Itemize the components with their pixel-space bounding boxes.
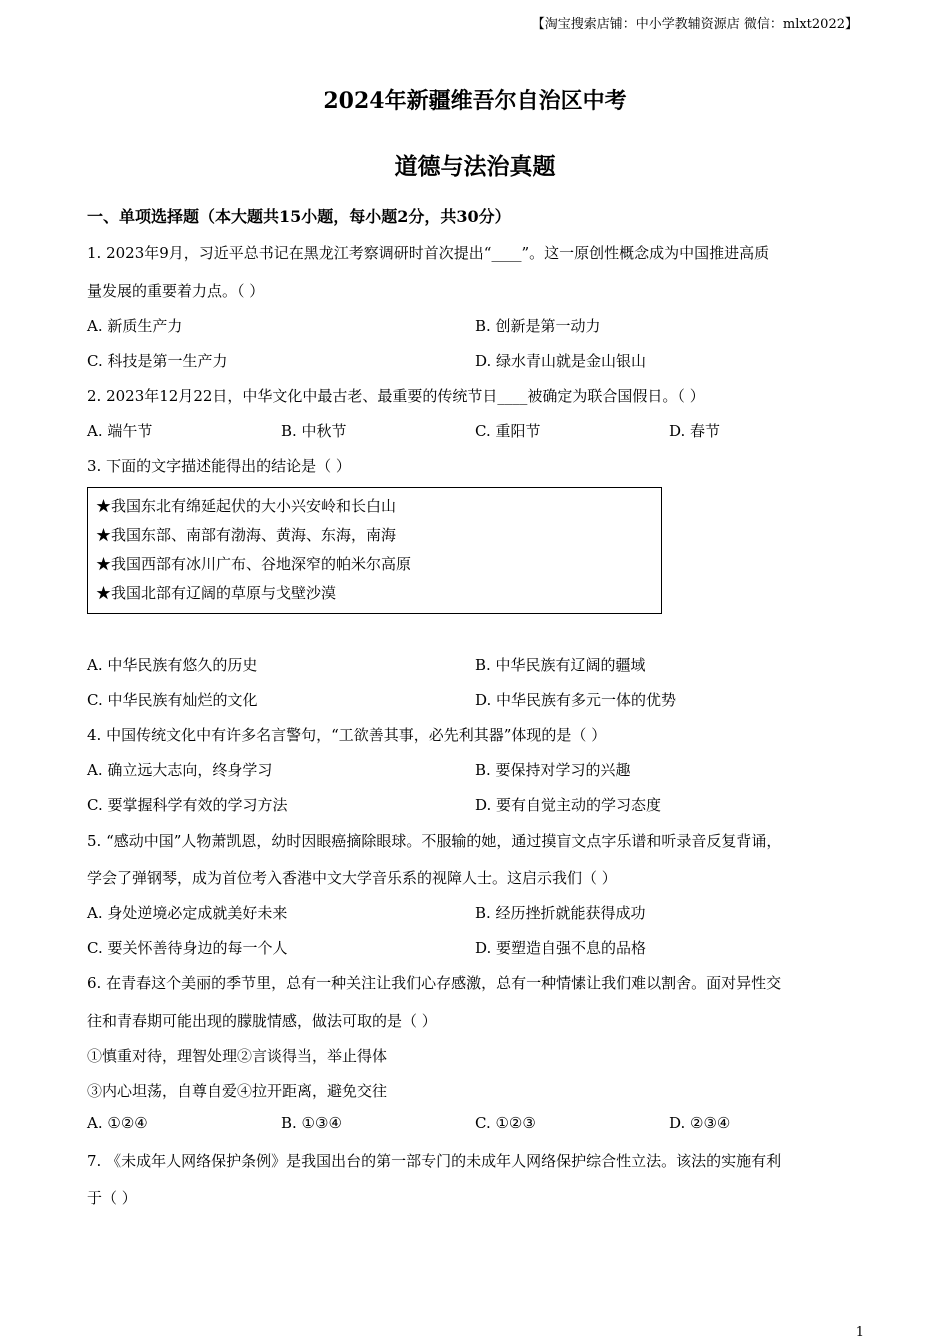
material-line-3: ★我国西部有冰川广布、谷地深窄的帕米尔高原 [96, 555, 412, 573]
question-1-stem-line-1: 1. 2023年9月，习近平总书记在黑龙江考察调研时首次提出“____”。这一原创性概念成为中国推进高质 [87, 244, 770, 262]
question-4-stem: 4. 中国传统文化中有许多名言警句，“工欲善其事，必先利其器”体现的是（ ） [87, 726, 607, 744]
question-6-option-a: A. ①②④ [87, 1114, 148, 1132]
exam-subtitle: 道德与法治真题 [394, 153, 556, 180]
question-3-option-d: D. 中华民族有多元一体的优势 [475, 691, 677, 709]
question-3-option-a: A. 中华民族有悠久的历史 [87, 656, 258, 674]
exam-title: 2024年新疆维吾尔自治区中考 [323, 88, 627, 114]
material-line-1: ★我国东北有绵延起伏的大小兴安岭和长白山 [96, 497, 397, 515]
question-5-option-d: D. 要塑造自强不息的品格 [475, 939, 647, 957]
question-7-stem-line-1: 7. 《未成年人网络保护条例》是我国出台的第一部专门的未成年人网络保护综合性立法。该法的实施有利 [87, 1152, 782, 1170]
question-2-stem: 2. 2023年12月22日，中华文化中最古老、最重要的传统节日____被确定为联合国假日。（ ） [87, 387, 705, 405]
question-1-option-c: C. 科技是第一生产力 [87, 352, 228, 370]
question-4-option-c: C. 要掌握科学有效的学习方法 [87, 796, 288, 814]
question-6-option-b: B. ①③④ [281, 1114, 342, 1132]
question-3-option-c: C. 中华民族有灿烂的文化 [87, 691, 258, 709]
question-6-statement-1: ①慎重对待，理智处理②言谈得当，举止得体 [87, 1047, 388, 1065]
question-7-stem-line-2: 于（ ） [87, 1189, 137, 1207]
question-6-stem-line-1: 6. 在青春这个美丽的季节里，总有一种关注让我们心存感激，总有一种情愫让我们难以割舍。面对异性交 [87, 974, 782, 992]
question-3-option-b: B. 中华民族有辽阔的疆域 [475, 656, 646, 674]
question-5-option-a: A. 身处逆境必定成就美好未来 [87, 904, 288, 922]
question-5-stem-line-1: 5. “感动中国”人物萧凯恩，幼时因眼癌摘除眼球。不服输的她，通过摸盲文点字乐谱和听录音反复背诵， [87, 832, 782, 850]
question-1-stem-line-2: 量发展的重要着力点。（ ） [87, 282, 265, 300]
question-6-statement-2: ③内心坦荡，自尊自爱④拉开距离，避免交往 [87, 1082, 388, 1100]
question-1-option-b: B. 创新是第一动力 [475, 317, 601, 335]
question-5-stem-line-2: 学会了弹钢琴，成为首位考入香港中文大学音乐系的视障人士。这启示我们（ ） [87, 869, 617, 887]
question-1-option-a: A. 新质生产力 [87, 317, 183, 335]
question-2-option-a: A. 端午节 [87, 422, 153, 440]
question-2-option-c: C. 重阳节 [475, 422, 541, 440]
question-6-option-c: C. ①②③ [475, 1114, 536, 1132]
question-4-option-a: A. 确立远大志向，终身学习 [87, 761, 273, 779]
question-4-option-b: B. 要保持对学习的兴趣 [475, 761, 631, 779]
question-5-option-b: B. 经历挫折就能获得成功 [475, 904, 646, 922]
material-line-4: ★我国北部有辽阔的草原与戈壁沙漠 [96, 584, 337, 602]
question-6-stem-line-2: 往和青春期可能出现的朦胧情感，做法可取的是（ ） [87, 1012, 437, 1030]
question-2-option-b: B. 中秋节 [281, 422, 347, 440]
question-6-option-d: D. ②③④ [669, 1114, 731, 1132]
question-1-option-d: D. 绿水青山就是金山银山 [475, 352, 647, 370]
question-2-option-d: D. 春节 [669, 422, 721, 440]
question-3-stem: 3. 下面的文字描述能得出的结论是（ ） [87, 457, 351, 475]
material-box [87, 487, 662, 614]
header-note: 【淘宝搜索店铺：中小学教辅资源店 微信：mlxt2022】 [531, 17, 858, 32]
section-heading: 一、单项选择题（本大题共15小题，每小题2分，共30分） [87, 207, 511, 226]
material-line-2: ★我国东部、南部有渤海、黄海、东海，南海 [96, 526, 397, 544]
page-number: 1 [855, 1325, 864, 1340]
question-5-option-c: C. 要关怀善待身边的每一个人 [87, 939, 288, 957]
question-4-option-d: D. 要有自觉主动的学习态度 [475, 796, 662, 814]
